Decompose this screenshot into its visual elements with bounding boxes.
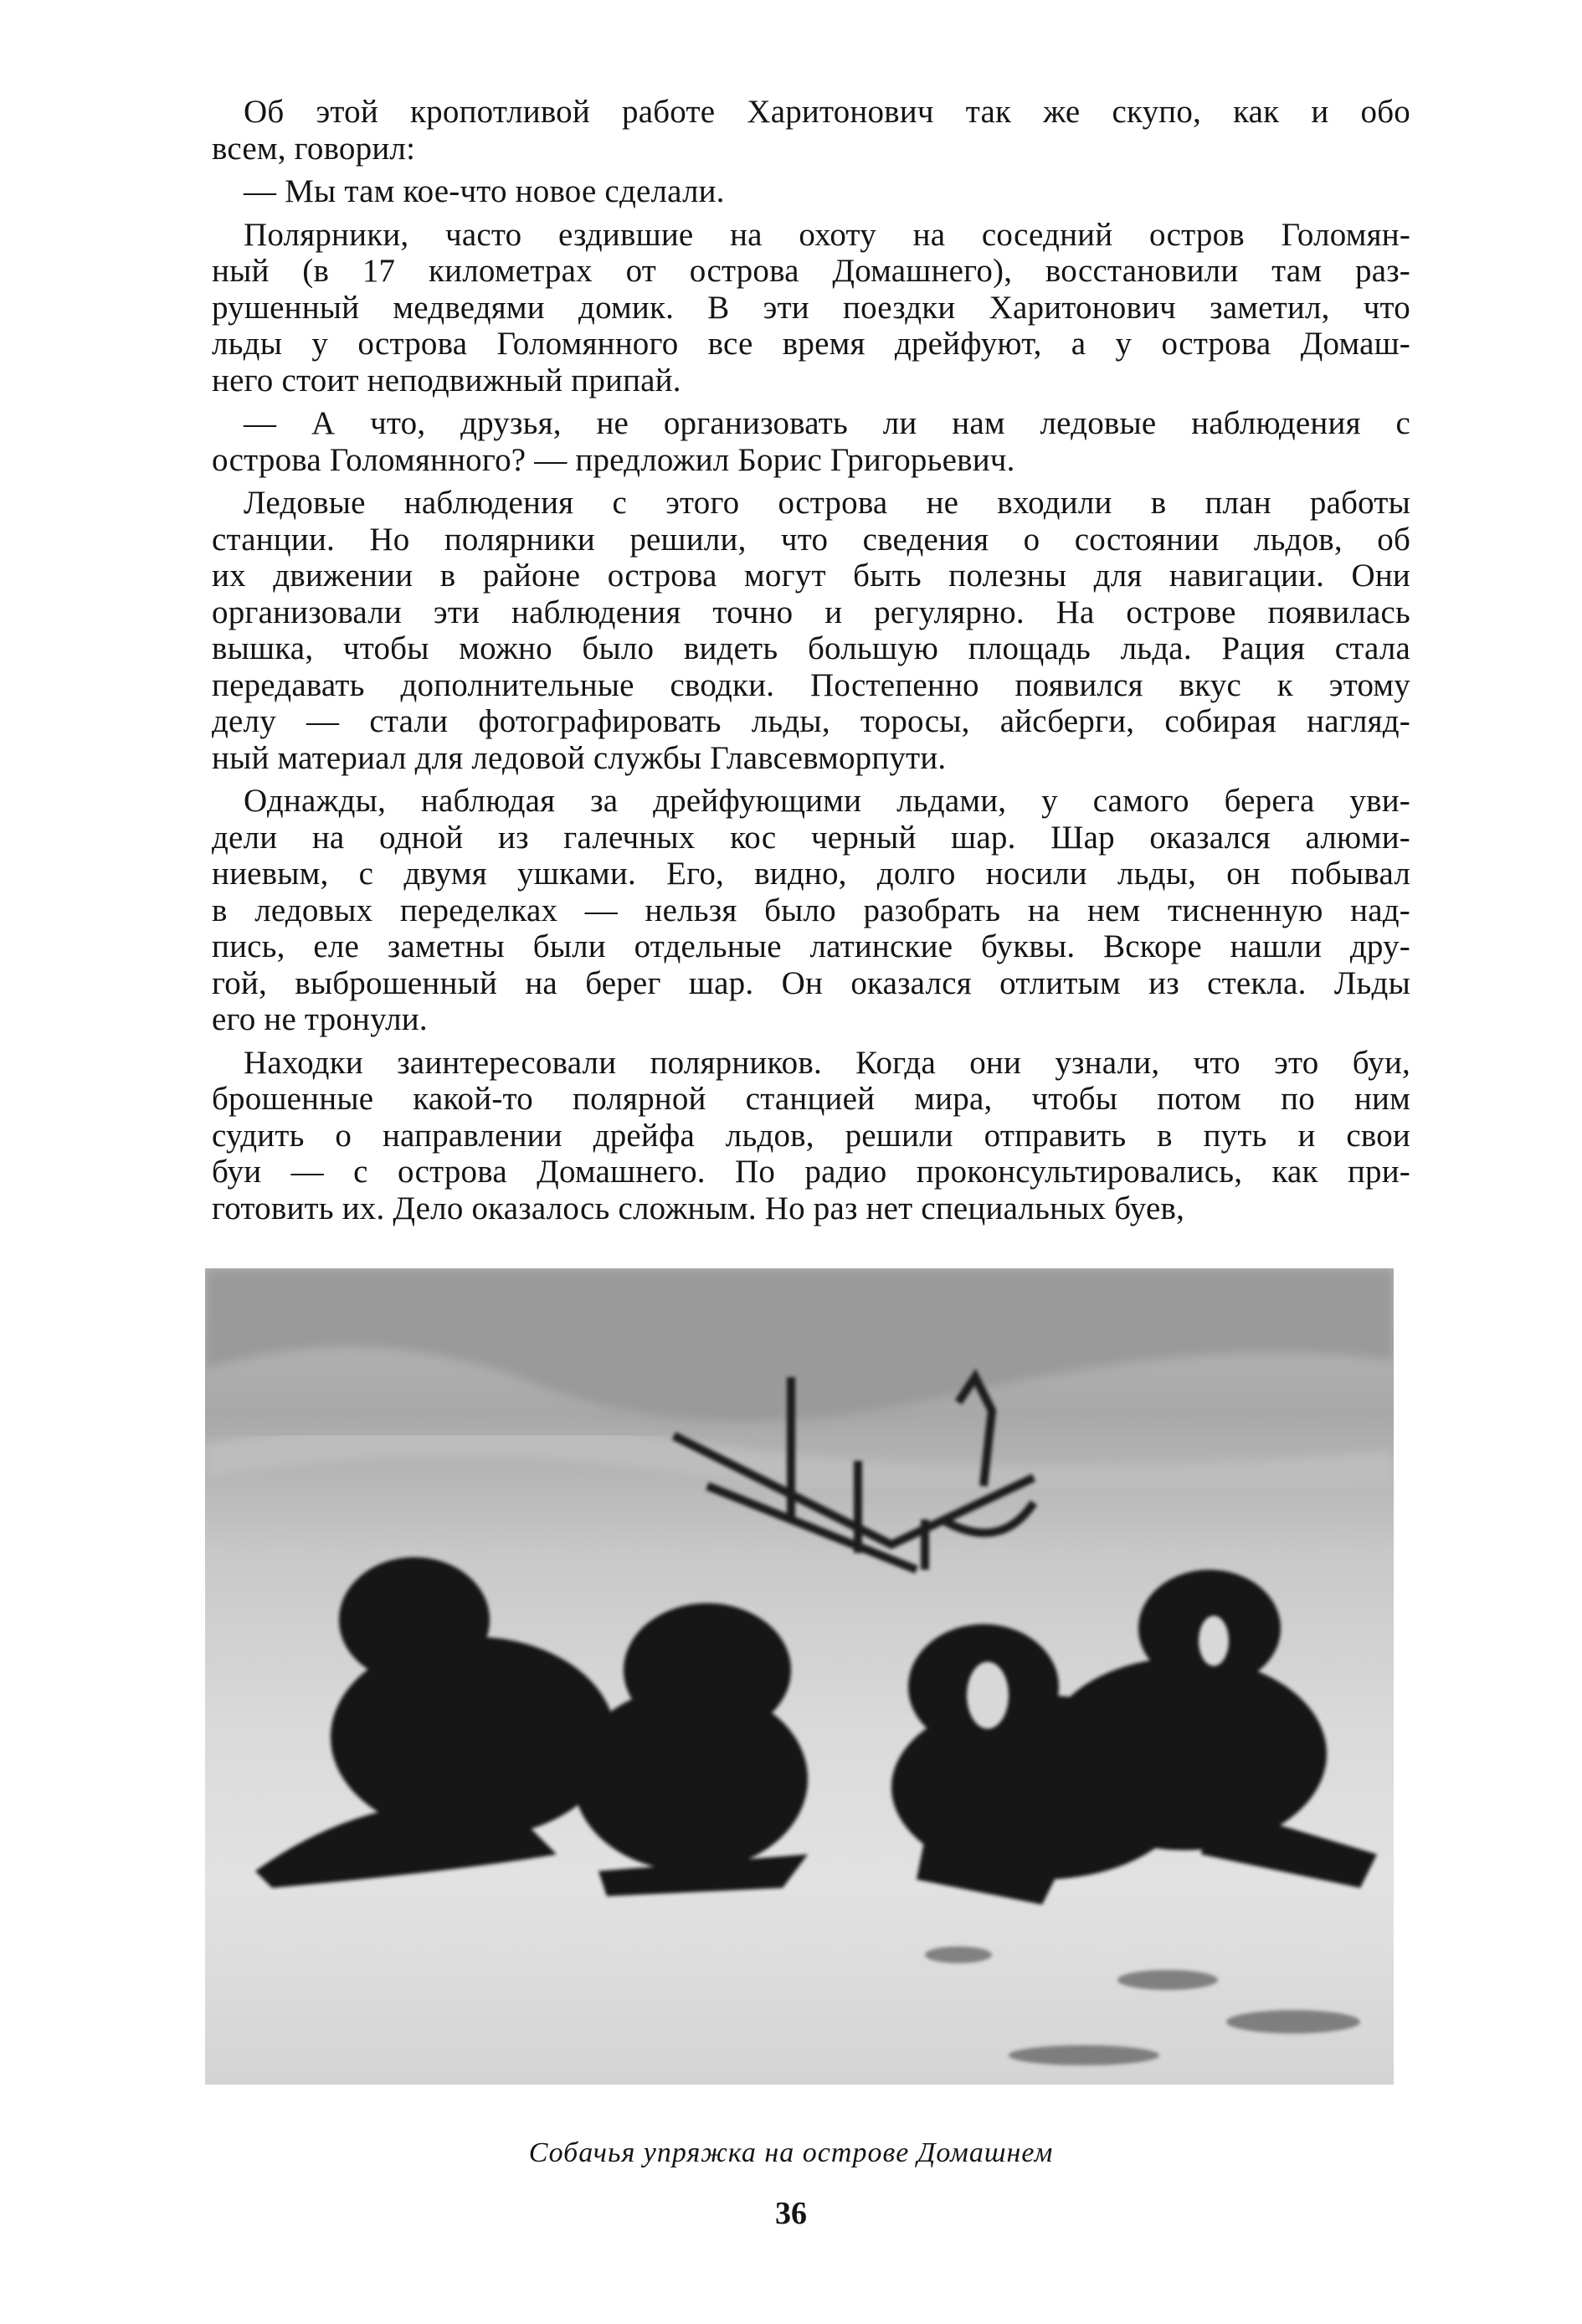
text-line: его не тронули. (212, 1001, 428, 1037)
text-line: пись, еле заметны были отдельные латинские буквы. Вскоре нашли дру- (212, 928, 1410, 964)
text-line: ниевым, с двумя ушками. Его, видно, долго носили льды, он побывал (212, 856, 1410, 892)
text-line: Ледовые наблюдения с этого острова не входили в план работы (244, 485, 1410, 521)
photo-illustration (205, 1268, 1394, 2085)
paragraph (212, 173, 1410, 210)
photo-caption: Собачья упряжка на острове Домашнем (528, 2137, 1054, 2168)
text-line: рушенный медведями домик. В эти поездки Харитонович заметил, что (212, 289, 1410, 326)
text-line: — Мы там кое-что новое сделали. (244, 173, 725, 209)
text-line: ный материал для ледовой службы Главсевморпути. (212, 739, 947, 776)
body-text (212, 94, 1410, 1233)
text-line: острова Голомянного? — предложил Борис Григорьевич. (212, 441, 1015, 478)
text-line: Полярники, часто ездившие на охоту на соседний остров Голомян- (244, 216, 1410, 253)
text-line: гой, выброшенный на берег шар. Он оказался отлитым из стекла. Льды (212, 964, 1410, 1001)
text-line: готовить их. Дело оказалось сложным. Но раз нет специальных буев, (212, 1190, 1185, 1226)
text-line: буи — с острова Домашнего. По радио проконсультировались, как при- (212, 1154, 1410, 1190)
text-line: организовали эти наблюдения точно и регулярно. На острове появилась (212, 594, 1410, 630)
text-line: вышка, чтобы можно было видеть большую площадь льда. Рация стала (212, 630, 1410, 666)
text-line: передавать дополнительные сводки. Постепенно появился вкус к этому (212, 666, 1410, 703)
text-line: Об этой кропотливой работе Харитонович так же скупо, как и обо (244, 94, 1410, 130)
sled-dogs-photo (205, 1268, 1394, 2085)
text-line: станции. Но полярники решили, что сведения о состоянии льдов, об (212, 521, 1410, 558)
text-line: дели на одной из галечных кос черный шар. Шар оказался алюми- (212, 819, 1410, 856)
text-line: него стоит неподвижный припай. (212, 362, 681, 398)
text-line: Однажды, наблюдая за дрейфующими льдами, у самого берега уви- (244, 783, 1410, 819)
text-line: льды у острова Голомянного все время дрейфуют, а у острова Домаш- (212, 326, 1410, 362)
paragraph (212, 217, 1410, 399)
paragraph (212, 783, 1410, 1038)
text-line: их движении в районе острова могут быть полезны для навигации. Они (212, 558, 1410, 594)
paragraph (212, 485, 1410, 776)
paragraph (212, 94, 1410, 167)
text-line: ный (в 17 километрах от острова Домашнего), восстановили там раз- (212, 253, 1410, 289)
text-line: в ледовых переделках — нельзя было разобрать на нем тисненную над- (212, 892, 1410, 928)
text-line: судить о направлении дрейфа льдов, решили отправить в путь и свои (212, 1117, 1410, 1154)
text-line: — А что, друзья, не организовать ли нам ледовые наблюдения с (244, 405, 1410, 441)
paragraph (212, 405, 1410, 478)
text-line: делу — стали фотографировать льды, торосы, айсберги, собирая нагляд- (212, 703, 1410, 739)
paragraph (212, 1045, 1410, 1227)
text-line: брошенные какой-то полярной станцией мира, чтобы потом по ним (212, 1081, 1410, 1117)
dogs (255, 1557, 1377, 1905)
text-line: Находки заинтересовали полярников. Когда они узнали, что это буи, (244, 1044, 1410, 1081)
text-line: всем, говорил: (212, 130, 416, 167)
page-number: 36 (775, 2196, 807, 2231)
